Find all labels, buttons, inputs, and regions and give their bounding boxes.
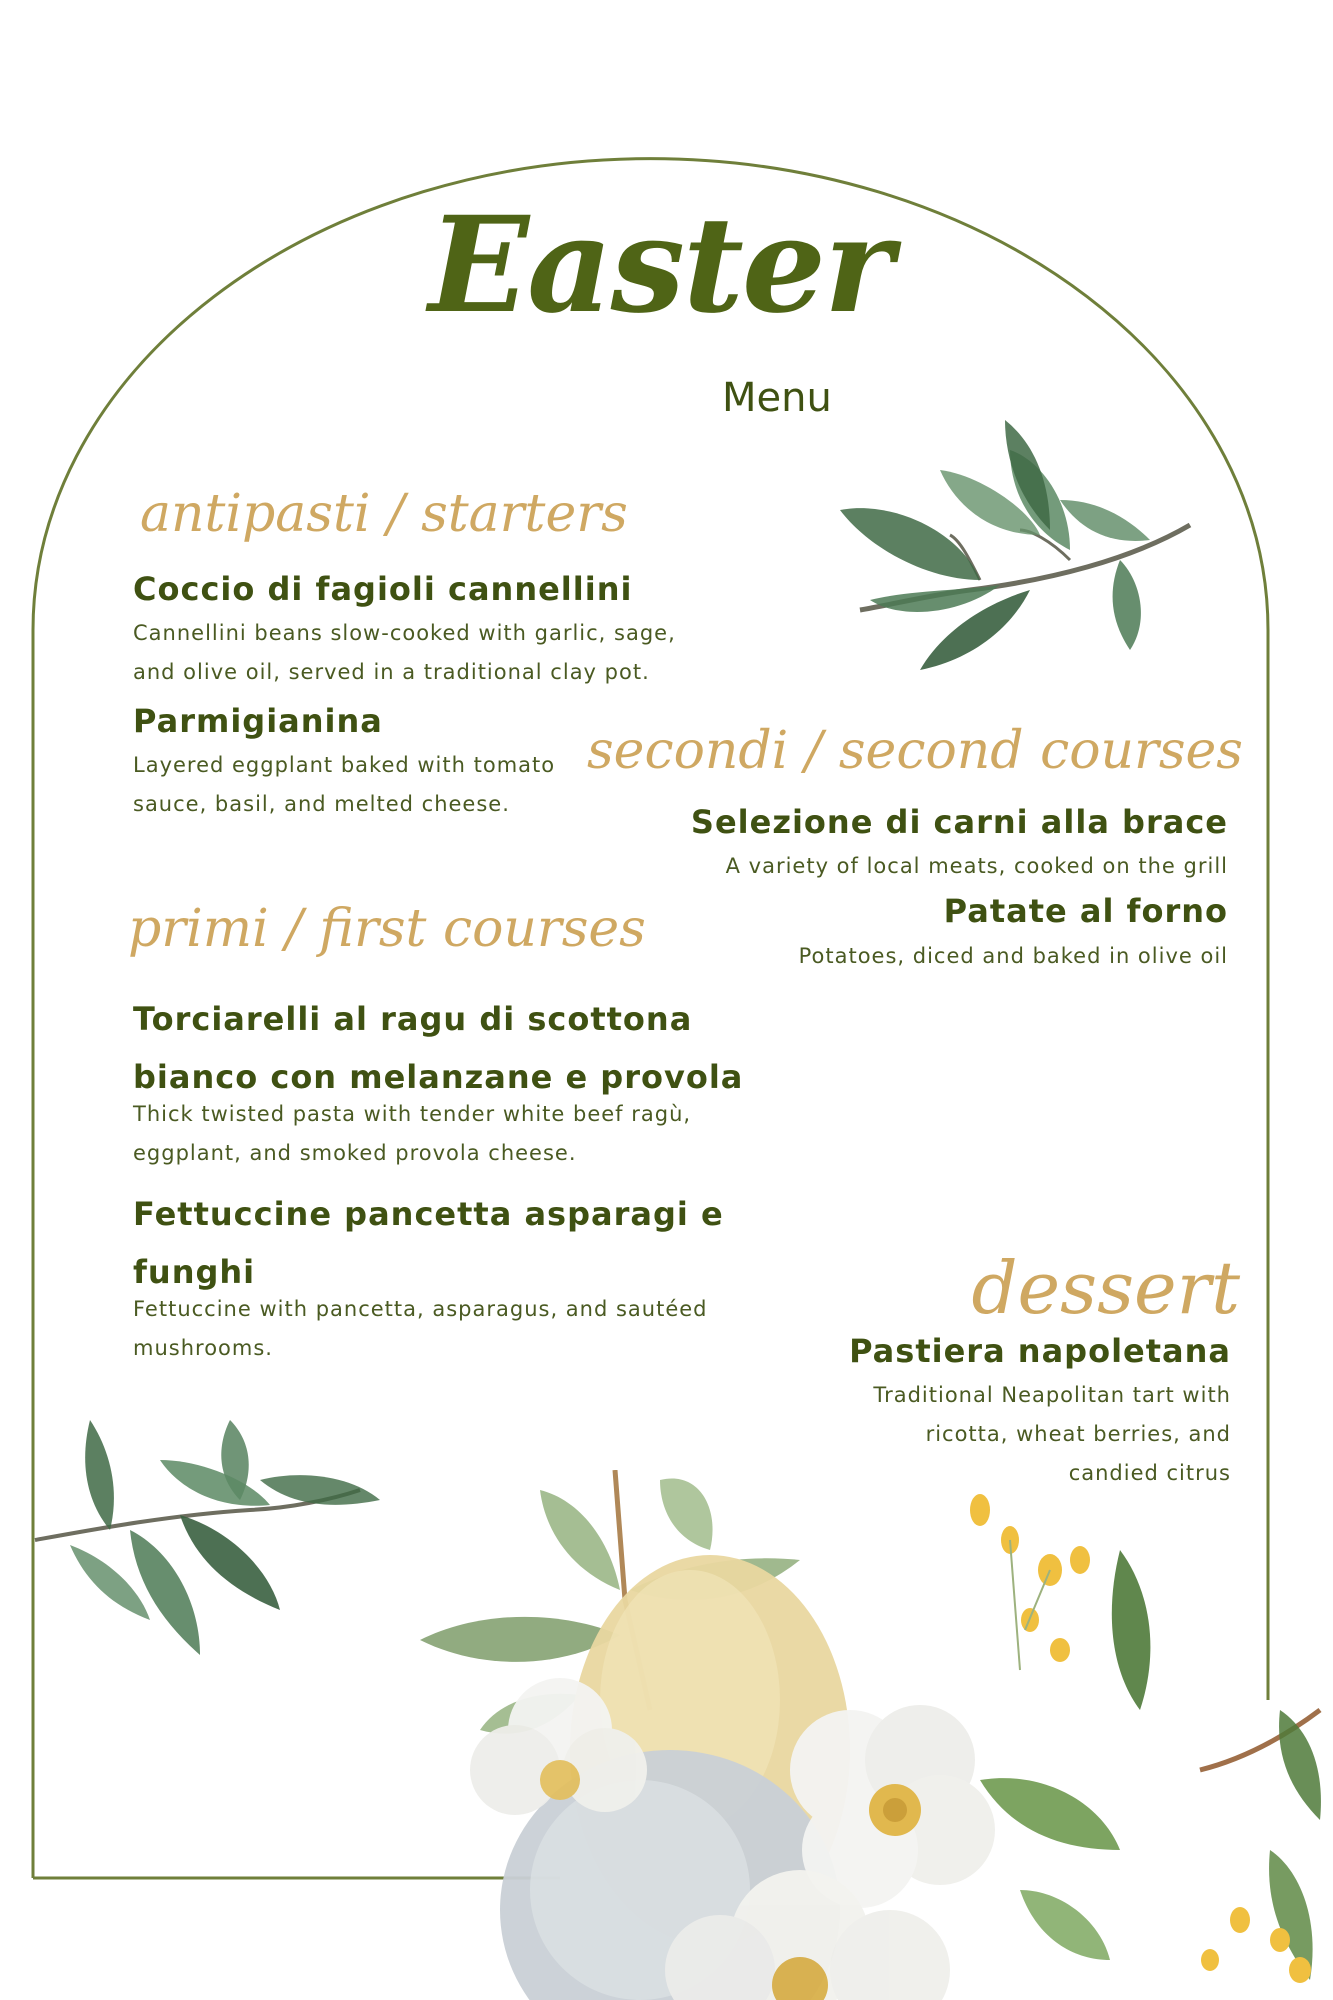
easter-egg-floral-illustration [420, 1470, 1333, 2000]
dish-description-line: Traditional Neapolitan tart with [873, 1383, 1231, 1407]
dish-description-line: mushrooms. [133, 1336, 273, 1360]
dish-description: A variety of local meats, cooked on the grill [725, 854, 1228, 878]
dish-description-line: Fettuccine with pancetta, asparagus, and sautéed [133, 1297, 708, 1321]
dish-name: Patate al forno [943, 892, 1228, 930]
dish-description [133, 614, 676, 692]
section-heading-antipasti: antipasti / starters [140, 484, 628, 544]
dish-description [133, 1290, 708, 1368]
dish-name: Parmigianina [133, 702, 383, 740]
dish-description: Potatoes, diced and baked in olive oil [798, 944, 1228, 968]
dish-name: Coccio di fagioli cannellini [133, 570, 633, 608]
dish-name-line: funghi [133, 1253, 256, 1291]
dish-description [133, 746, 555, 824]
dish-name: Pastiera napoletana [849, 1332, 1231, 1370]
dish-description-line: Layered eggplant baked with tomato [133, 753, 556, 777]
dish-name: Selezione di carni alla brace [690, 803, 1228, 841]
dish-name-line: bianco con melanzane e provola [133, 1058, 744, 1096]
dish-name [133, 990, 743, 1106]
section-heading-primi: primi / first courses [128, 899, 646, 959]
dish-description [133, 1095, 691, 1173]
dish-description-line: eggplant, and smoked provola cheese. [133, 1141, 577, 1165]
dish-description-line: and olive oil, served in a traditional clay pot. [133, 660, 650, 684]
dish-description-line: sauce, basil, and melted cheese. [133, 792, 510, 816]
leaf-sprig-bottom-left [30, 1420, 390, 1660]
menu-title: Easter [428, 188, 892, 343]
menu-subtitle: Menu [722, 375, 832, 421]
dish-description-line: ricotta, wheat berries, and [925, 1422, 1231, 1446]
section-heading-secondi: secondi / second courses [587, 721, 1243, 781]
dish-description-line: Thick twisted pasta with tender white beef ragù, [133, 1102, 692, 1126]
dish-name [133, 1185, 724, 1301]
dish-name-line: Fettuccine pancetta asparagi e [133, 1195, 724, 1233]
dish-description-line: candied citrus [1068, 1461, 1231, 1485]
leaf-sprig-top-right [830, 420, 1210, 670]
dish-name-line: Torciarelli al ragu di scottona [133, 1000, 693, 1038]
section-heading-dessert: dessert [971, 1246, 1240, 1330]
dish-description-line: Cannellini beans slow-cooked with garlic, sage, [133, 621, 676, 645]
